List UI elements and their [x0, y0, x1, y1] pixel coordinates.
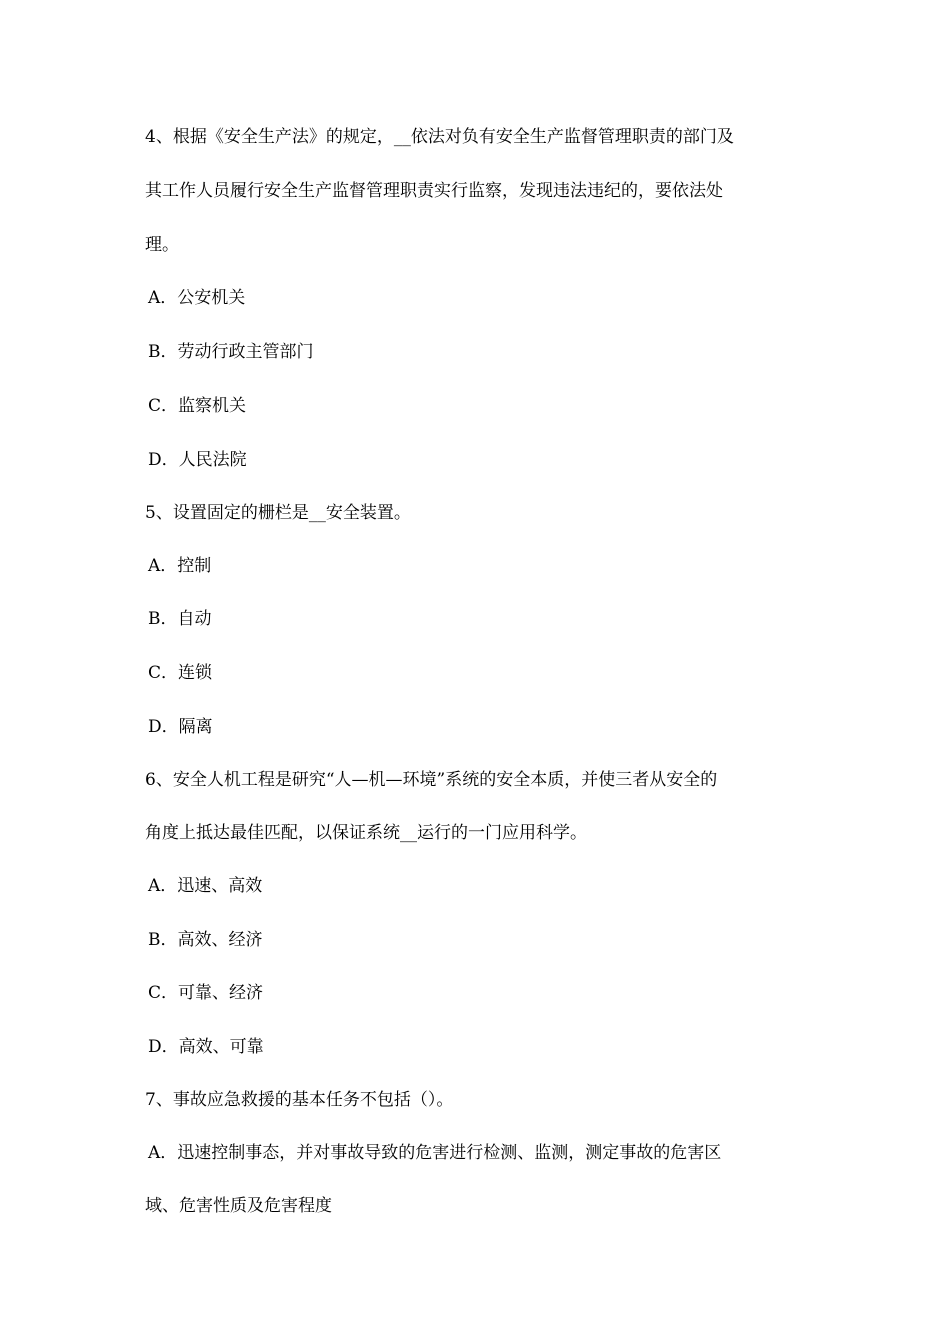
question-6-line-2: 角度上抵达最佳匹配，以保证系统__运行的一门应用科学。 [145, 823, 587, 843]
question-7-line-1: 7、事故应急救援的基本任务不包括（）。 [145, 1090, 454, 1110]
question-4-line-2: 其工作人员履行安全生产监督管理职责实行监察，发现违法违纪的，要依法处 [145, 181, 723, 201]
question-4-line-1: 4、根据《安全生产法》的规定，__依法对负有安全生产监督管理职责的部门及 [145, 127, 734, 147]
question-5-option-c: C．连锁 [148, 663, 213, 683]
question-7-option-a-line-2: 域、危害性质及危害程度 [145, 1196, 332, 1216]
question-4-line-3: 理。 [145, 235, 179, 255]
question-5-option-d: D．隔离 [148, 717, 213, 737]
question-4-option-a: A．公安机关 [148, 288, 246, 308]
question-4-option-d: D．人民法院 [148, 450, 247, 470]
question-4-option-b: B．劳动行政主管部门 [148, 342, 314, 362]
question-5-option-a: A．控制 [148, 556, 212, 576]
question-6-option-b: B．高效、经济 [148, 930, 263, 950]
question-6-option-c: C．可靠、经济 [148, 983, 264, 1003]
question-5-line-1: 5、设置固定的栅栏是__安全装置。 [145, 503, 411, 523]
question-5-option-b: B．自动 [148, 609, 212, 629]
question-6-option-d: D．高效、可靠 [148, 1037, 264, 1057]
question-4-option-c: C．监察机关 [148, 396, 247, 416]
question-7-option-a-line-1: A．迅速控制事态，并对事故导致的危害进行检测、监测，测定事故的危害区 [148, 1143, 722, 1163]
question-6-option-a: A．迅速、高效 [148, 876, 263, 896]
question-6-line-1: 6、安全人机工程是研究“人—机—环境”系统的安全本质，并使三者从安全的 [145, 770, 718, 790]
